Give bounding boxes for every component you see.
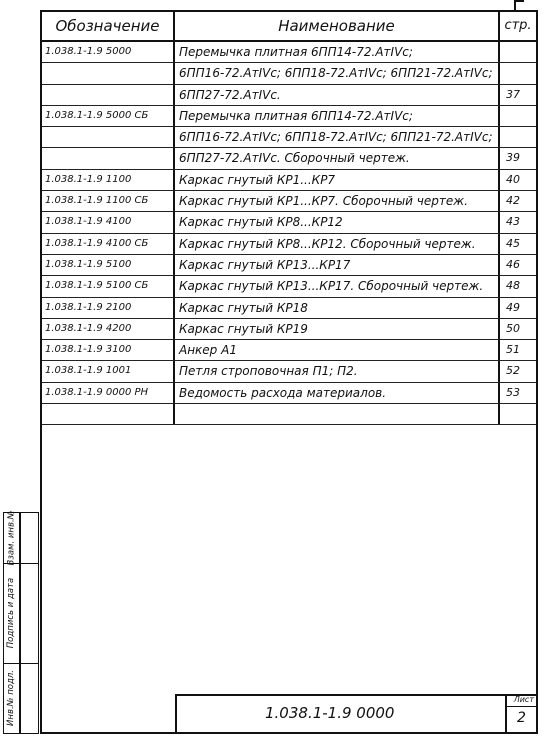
margin-inv-orig — [3, 663, 19, 733]
row-page: 46 — [506, 257, 520, 271]
row-name: Анкер А1 — [175, 340, 500, 360]
row-page: 42 — [506, 194, 520, 208]
binding-margin — [3, 512, 39, 734]
row-designation: 1.038.1-1.9 3100 — [42, 340, 175, 360]
table-row — [42, 191, 536, 212]
corner-mark — [514, 0, 524, 10]
row-page — [500, 63, 536, 83]
margin-sign-date — [3, 563, 19, 663]
row-name: Каркас гнутый КР8...КР12. Сборочный чертеж. — [175, 234, 500, 254]
table-row — [42, 127, 536, 148]
row-name: Каркас гнутый КР18 — [175, 298, 500, 318]
margin-inv-replace-label: Взам. инв.№ — [6, 510, 17, 566]
margin-inv-orig-label: Инв.№ подл. — [6, 670, 17, 726]
sheet-label: Лист — [507, 694, 536, 707]
row-name: Каркас гнутый КР1...КР7. Сборочный чертеж. — [175, 191, 500, 211]
row-name: Каркас гнутый КР1...КР7 — [175, 170, 500, 190]
row-designation: 1.038.1-1.9 5100 СБ — [42, 276, 175, 296]
row-page: 53 — [506, 385, 520, 399]
margin-sign-date-label: Подпись и дата — [6, 577, 17, 649]
sheet-number-box — [505, 694, 536, 732]
row-designation: 1.038.1-1.9 2100 — [42, 298, 175, 318]
title-block-divider — [175, 696, 177, 732]
contents-table — [42, 42, 536, 425]
row-designation: 1.038.1-1.9 1100 — [42, 170, 175, 190]
table-row — [42, 298, 536, 319]
margin-divider — [19, 513, 21, 733]
row-name: Ведомость расхода материалов. — [175, 383, 500, 403]
row-page: 51 — [506, 343, 520, 357]
row-page: 39 — [506, 151, 520, 165]
header-page: стр. — [504, 18, 532, 33]
document-code: 1.038.1-1.9 0000 — [265, 704, 395, 722]
table-row — [42, 212, 536, 233]
table-row — [42, 361, 536, 382]
row-designation — [42, 85, 175, 105]
row-page: 45 — [506, 236, 520, 250]
row-page: 40 — [506, 172, 520, 186]
table-row — [42, 63, 536, 84]
table-row — [42, 106, 536, 127]
row-name: Каркас гнутый КР8...КР12 — [175, 212, 500, 232]
table-row — [42, 148, 536, 169]
table-row — [42, 255, 536, 276]
row-name: Перемычка плитная 6ПП14-72.АтIVс; — [175, 106, 500, 126]
row-page — [500, 42, 536, 62]
row-designation: 1.038.1-1.9 5000 СБ — [42, 106, 175, 126]
header-name: Наименование — [175, 12, 500, 40]
row-designation: 1.038.1-1.9 4100 СБ — [42, 234, 175, 254]
row-designation — [42, 404, 175, 424]
table-row — [42, 276, 536, 297]
row-page: 37 — [506, 87, 520, 101]
row-designation — [42, 127, 175, 147]
margin-inv-replace — [3, 510, 19, 566]
table-row — [42, 234, 536, 255]
title-block — [175, 694, 536, 732]
row-designation: 1.038.1-1.9 5100 — [42, 255, 175, 275]
row-designation — [42, 63, 175, 83]
row-designation: 1.038.1-1.9 1001 — [42, 361, 175, 381]
table-row — [42, 170, 536, 191]
row-name: 6ПП27-72.АтIVс. — [175, 85, 500, 105]
row-page — [500, 404, 536, 424]
row-name: Каркас гнутый КР19 — [175, 319, 500, 339]
sheet-number: 2 — [517, 710, 526, 726]
row-name: Каркас гнутый КР13...КР17 — [175, 255, 500, 275]
table-row — [42, 404, 536, 425]
row-designation: 1.038.1-1.9 0000 РН — [42, 383, 175, 403]
row-page: 48 — [506, 279, 520, 293]
table-row — [42, 42, 536, 63]
row-name: Перемычка плитная 6ПП14-72.АтIVс; — [175, 42, 500, 62]
row-name: 6ПП27-72.АтIVс. Сборочный чертеж. — [175, 148, 500, 168]
row-name: 6ПП16-72.АтIVс; 6ПП18-72.АтIVс; 6ПП21-72.АтIVс; — [175, 63, 500, 83]
table-row — [42, 319, 536, 340]
row-designation: 1.038.1-1.9 4200 — [42, 319, 175, 339]
row-name: 6ПП16-72.АтIVс; 6ПП18-72.АтIVс; 6ПП21-72.АтIVс; — [175, 127, 500, 147]
header-designation: Обозначение — [42, 12, 175, 40]
row-designation: 1.038.1-1.9 4100 — [42, 212, 175, 232]
row-name — [175, 404, 500, 424]
row-designation: 1.038.1-1.9 5000 — [42, 42, 175, 62]
row-page — [500, 106, 536, 126]
table-header — [42, 12, 536, 42]
row-designation — [42, 148, 175, 168]
table-row — [42, 85, 536, 106]
row-page: 49 — [506, 300, 520, 314]
row-page: 50 — [506, 321, 520, 335]
drawing-sheet — [40, 10, 538, 734]
row-page: 52 — [506, 364, 520, 378]
row-designation: 1.038.1-1.9 1100 СБ — [42, 191, 175, 211]
row-name: Петля строповочная П1; П2. — [175, 361, 500, 381]
row-name: Каркас гнутый КР13...КР17. Сборочный чертеж. — [175, 276, 500, 296]
row-page — [500, 127, 536, 147]
row-page: 43 — [506, 215, 520, 229]
table-row — [42, 383, 536, 404]
table-row — [42, 340, 536, 361]
